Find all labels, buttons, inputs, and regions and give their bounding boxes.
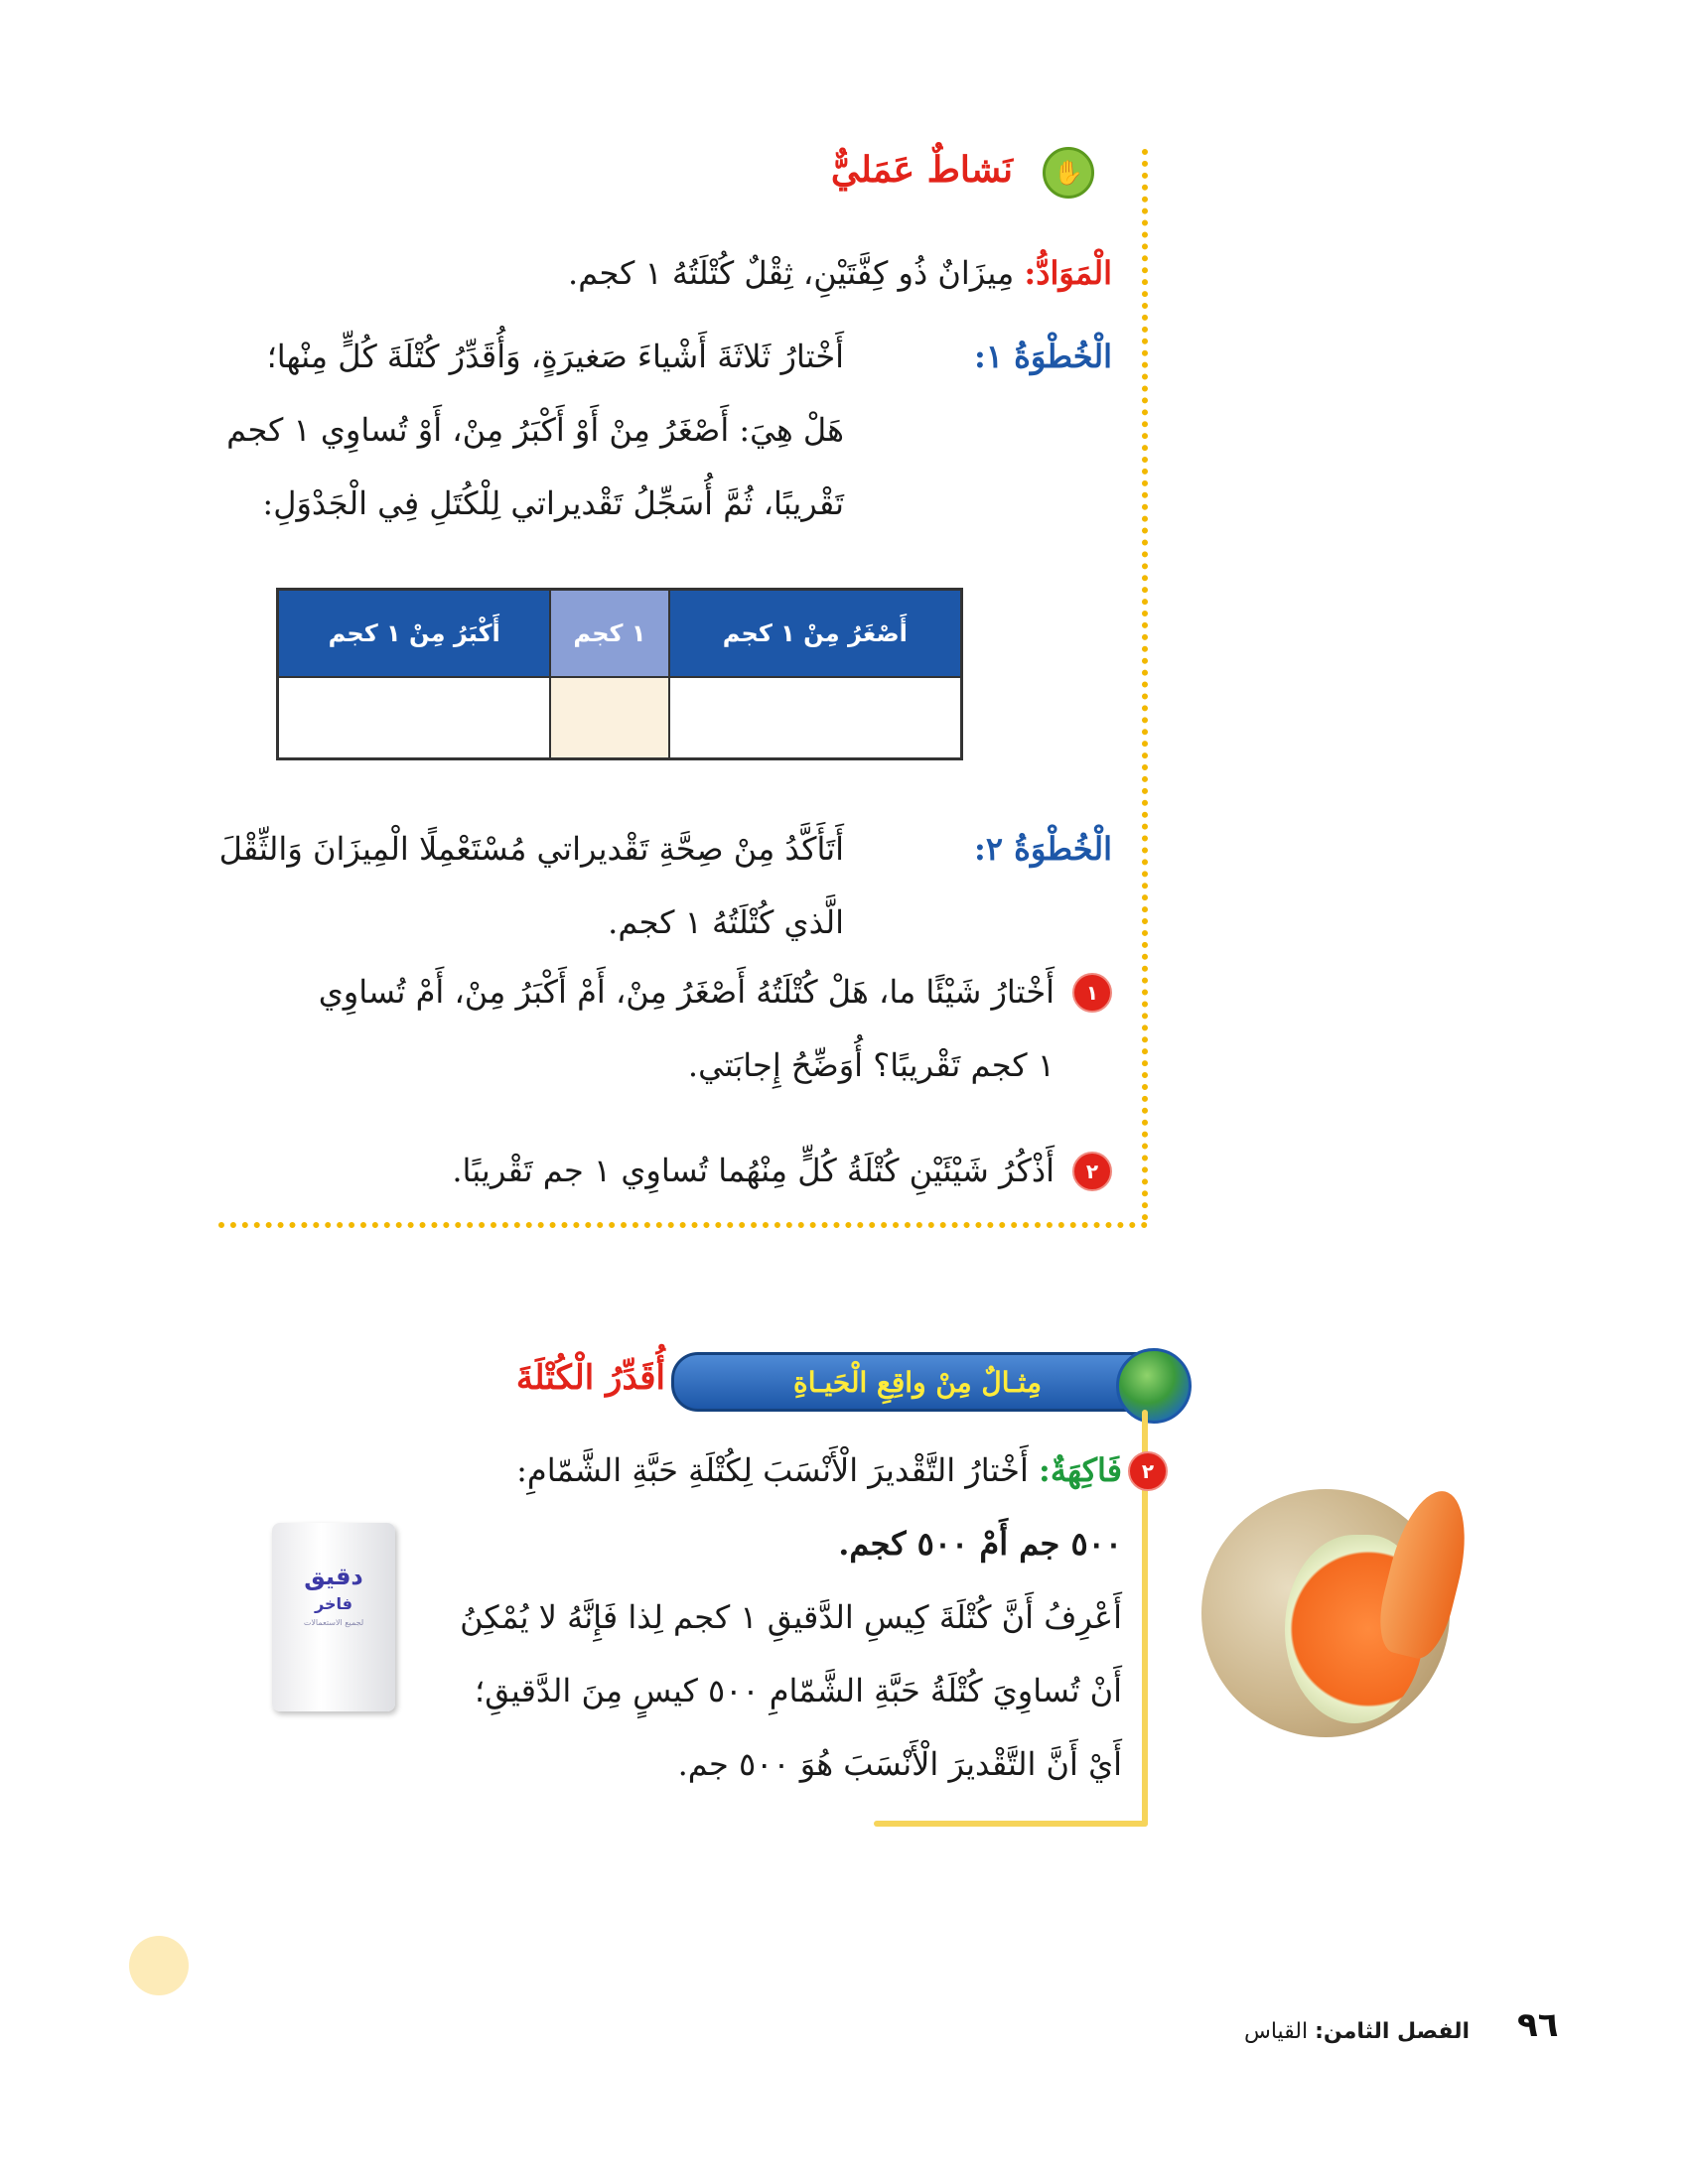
answer-line: أَنْ تُساوِيَ كُتْلَةُ حَبَّةِ الشَّمّامِ ٥٠٠ كيسٍ مِنَ الدَّقيقِ؛ <box>475 1672 1122 1709</box>
header-1kg: ١ كجم <box>550 590 668 678</box>
globe-icon <box>1116 1348 1192 1424</box>
header-more-than-1kg: أَكْبَرُ مِنْ ١ كجم <box>278 590 551 678</box>
flour-bag-image <box>272 1523 395 1711</box>
step1-label: الْخُطْوَةُ ١: <box>974 338 1112 375</box>
flour-bag-line1: دقيق <box>304 1563 363 1590</box>
footer-chapter <box>1172 2019 1470 2055</box>
step2-label: الْخُطْوَةُ ٢: <box>974 830 1112 868</box>
answer-line: أَيْ أَنَّ التَّقْديرَ الْأَنْسَبَ هُوَ ٥٠٠ جم. <box>677 1745 1122 1783</box>
flour-bag-line2: فاخر <box>315 1594 352 1613</box>
activity-title: نَشاطٌ عَمَليٌّ <box>830 149 1013 191</box>
materials-label: الْمَوَادُّ: <box>1024 254 1112 292</box>
materials-line <box>516 236 1112 306</box>
example-number: ٢ <box>1128 1451 1168 1491</box>
page-number: ٩٦ <box>1517 2005 1559 2045</box>
answer-line: أَعْرِفُ أَنَّ كُتْلَةَ كِيسِ الدَّقيقِ ١ كجم لِذا فَإِنَّهُ لا يُمْكِنُ <box>460 1598 1122 1636</box>
flour-bag-line3: لجميع الاستعمالات <box>303 1618 364 1627</box>
cell-more-than-1kg[interactable] <box>278 677 551 759</box>
question-1-text <box>199 955 1055 1104</box>
real-life-banner: مِثـالٌ مِنْ واقِعِ الْحَيـاةِ <box>671 1352 1164 1412</box>
hands-icon: ✋ <box>1043 147 1094 199</box>
chapter-name: القياس <box>1243 2019 1309 2044</box>
step2-line: أَتَأَكَّدُ مِنْ صِحَّةِ تَقْديراتي مُسْتَعْمِلًا الْمِيزَانَ وَالثِّقْلَ <box>218 830 844 868</box>
example-question-line <box>437 1433 1122 1507</box>
question-2-text: أَذْكُرُ شَيْئَيْنِ كُتْلَةُ كُلٍّ مِنْهُما تُساوِي ١ جم تَقْريبًا. <box>452 1152 1055 1189</box>
q1-line: أَخْتارُ شَيْئًا ما، هَلْ كُتْلَتُهُ أَصْغَرُ مِنْ، أَمْ أَكْبَرُ مِنْ، أَمْ تُساوِي <box>318 973 1055 1011</box>
q1-line: ١ كجم تَقْريبًا؟ أُوَضِّحُ إِجابَتي. <box>687 1046 1055 1084</box>
chapter-label: الفصل الثامن: <box>1315 2019 1470 2044</box>
activity-border-bottom <box>218 1222 1148 1228</box>
step1-line: أَخْتارُ ثَلاثَةَ أَشْياءَ صَغيرَةٍ، وَأُقَدِّرُ كُتْلَةَ كُلٍّ مِنْها؛ <box>266 338 844 375</box>
estimate-table <box>276 588 963 760</box>
example-label: فَاكِهَةٌ: <box>1039 1451 1122 1489</box>
table-header-row <box>278 590 962 678</box>
publisher-logo <box>129 1936 189 1995</box>
example-answer <box>437 1580 1122 1809</box>
cell-less-than-1kg[interactable] <box>669 677 962 759</box>
cell-1kg[interactable] <box>550 677 668 759</box>
example-title: أُقَدِّرُ الْكُتْلَةَ <box>515 1358 665 1398</box>
example-options: ٥٠٠ جم أَمْ ٥٠٠ كجم. <box>838 1525 1122 1563</box>
activity-border-right <box>1142 149 1148 1221</box>
materials-text: مِيزَانٌ ذُو كِفَّتَيْنِ، ثِقْلٌ كُتْلَتُهُ ١ كجم. <box>568 254 1015 292</box>
example-question: أَخْتارُ التَّقْديرَ الْأَنْسَبَ لِكُتْلَةِ حَبَّةِ الشَّمّامِ: <box>516 1451 1029 1489</box>
example-border-bottom <box>874 1821 1148 1827</box>
step2-text <box>199 812 844 961</box>
step1-line: هَلْ هِيَ: أَصْغَرُ مِنْ أَوْ أَكْبَرُ مِنْ، أَوْ تُساوِي ١ كجم <box>226 411 844 449</box>
question-2-number: ٢ <box>1072 1152 1112 1191</box>
question-1-number: ١ <box>1072 973 1112 1013</box>
step1-line: تَقْريبًا، ثُمَّ أُسَجِّلُ تَقْديراتي لِلْكُتَلِ فِي الْجَدْوَلِ: <box>262 484 844 522</box>
table-row <box>278 677 962 759</box>
melon-image <box>1201 1489 1450 1737</box>
step2-line: الَّذي كُتْلَتُهُ ١ كجم. <box>608 903 844 941</box>
header-less-than-1kg: أَصْغَرُ مِنْ ١ كجم <box>669 590 962 678</box>
step1-text <box>199 320 844 548</box>
